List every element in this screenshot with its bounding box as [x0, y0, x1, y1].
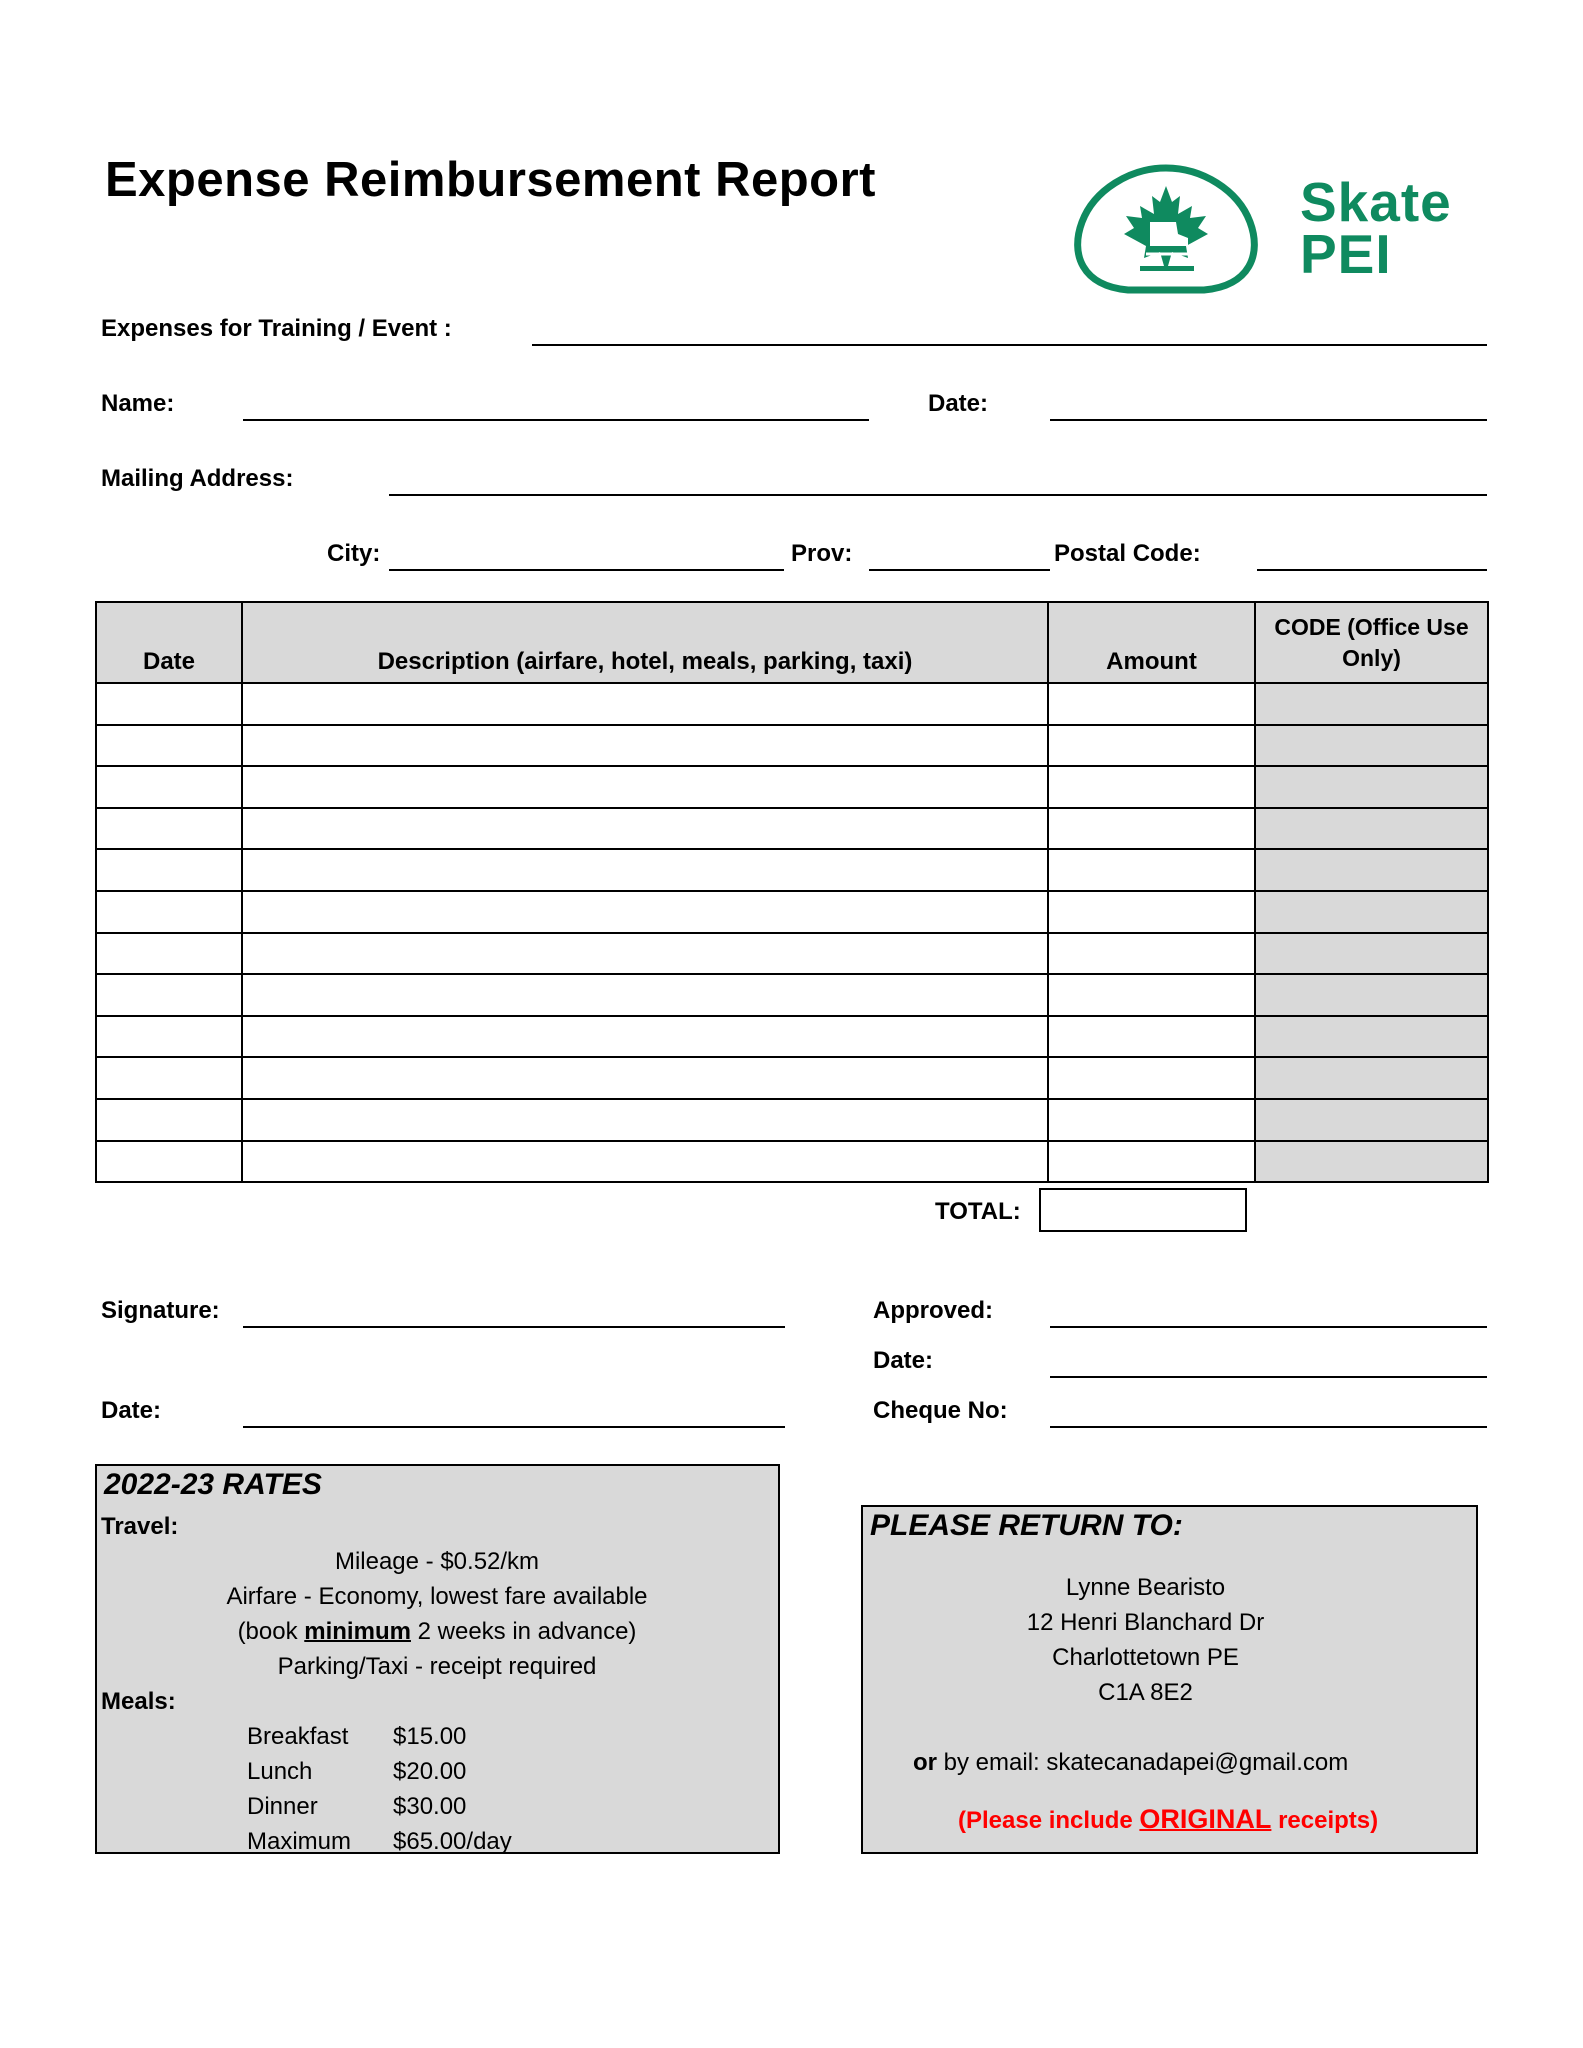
description-cell[interactable]: [242, 891, 1048, 933]
event-label: Expenses for Training / Event :: [101, 315, 452, 342]
description-cell[interactable]: [242, 808, 1048, 850]
description-cell[interactable]: [242, 1016, 1048, 1058]
name-field[interactable]: [243, 419, 869, 421]
amount-cell[interactable]: [1048, 766, 1255, 808]
amount-cell[interactable]: [1048, 1099, 1255, 1141]
amount-cell[interactable]: [1048, 1057, 1255, 1099]
approved-date-field[interactable]: [1050, 1376, 1487, 1378]
code-cell: [1255, 849, 1488, 891]
total-label: TOTAL:: [935, 1198, 1021, 1225]
date-cell[interactable]: [96, 683, 242, 725]
amount-cell[interactable]: [1048, 933, 1255, 975]
booking-note-emphasis: minimum: [304, 1618, 411, 1645]
code-cell: [1255, 808, 1488, 850]
code-cell: [1255, 1016, 1488, 1058]
code-cell: [1255, 1099, 1488, 1141]
meal-name: Lunch: [247, 1758, 313, 1785]
table-header-row: [96, 602, 1488, 683]
code-cell: [1255, 683, 1488, 725]
date-cell[interactable]: [96, 891, 242, 933]
note-pre: (Please include: [958, 1807, 1140, 1834]
column-header-description: Description (airfare, hotel, meals, parking, taxi): [242, 602, 1048, 683]
return-name: Lynne Bearisto: [1065, 1574, 1226, 1601]
table-row: [96, 683, 1488, 725]
booking-note-pre: (book: [237, 1618, 305, 1645]
mailing-address-field[interactable]: [389, 494, 1487, 496]
table-row: [96, 891, 1488, 933]
return-city: Charlottetown PE: [1052, 1644, 1239, 1671]
code-cell: [1255, 1141, 1488, 1183]
airfare-rate: Airfare - Economy, lowest fare available: [226, 1583, 648, 1610]
meal-name: Maximum: [247, 1828, 352, 1855]
prov-label: Prov:: [791, 540, 853, 567]
date-field[interactable]: [1050, 419, 1487, 421]
amount-cell[interactable]: [1048, 974, 1255, 1016]
meal-amount: $65.00/day: [393, 1828, 512, 1855]
date-cell[interactable]: [96, 974, 242, 1016]
email-text: by email: skatecanadapei@gmail.com: [937, 1749, 1349, 1776]
table-row: [96, 1141, 1488, 1183]
postal-code-label: Postal Code:: [1054, 540, 1201, 567]
meal-name: Dinner: [247, 1793, 318, 1820]
description-cell[interactable]: [242, 683, 1048, 725]
logo-wordmark: [1300, 171, 1452, 285]
meal-amount: $20.00: [393, 1758, 467, 1785]
code-cell: [1255, 1057, 1488, 1099]
return-postal: C1A 8E2: [1098, 1679, 1193, 1706]
booking-note-post: 2 weeks in advance): [410, 1618, 637, 1645]
expense-rows: [96, 683, 1488, 1182]
date-cell[interactable]: [96, 1099, 242, 1141]
amount-cell[interactable]: [1048, 683, 1255, 725]
code-cell: [1255, 933, 1488, 975]
original-receipts-note: [958, 1804, 1378, 1835]
page-title: Expense Reimbursement Report: [105, 153, 876, 207]
description-cell[interactable]: [242, 1099, 1048, 1141]
postal-code-field[interactable]: [1257, 569, 1487, 571]
amount-cell[interactable]: [1048, 1141, 1255, 1183]
mileage-rate: Mileage - $0.52/km: [334, 1548, 540, 1575]
note-emphasis: ORIGINAL: [1139, 1804, 1272, 1834]
date-cell[interactable]: [96, 1141, 242, 1183]
prov-field[interactable]: [869, 569, 1050, 571]
amount-cell[interactable]: [1048, 891, 1255, 933]
event-field[interactable]: [532, 344, 1487, 346]
table-row: [96, 766, 1488, 808]
parking-rate: Parking/Taxi - receipt required: [277, 1653, 597, 1680]
skate-pei-logo: [1068, 162, 1264, 296]
name-label: Name:: [101, 390, 175, 417]
approved-field[interactable]: [1050, 1326, 1487, 1328]
signature-date-label: Date:: [101, 1397, 162, 1424]
signature-field[interactable]: [243, 1326, 785, 1328]
table-row: [96, 1099, 1488, 1141]
date-cell[interactable]: [96, 849, 242, 891]
description-cell[interactable]: [242, 849, 1048, 891]
column-header-code: CODE (Office Use Only): [1255, 602, 1488, 683]
table-row: [96, 933, 1488, 975]
booking-note: [97, 1618, 777, 1646]
or-word: or: [913, 1749, 937, 1776]
meal-amount: $15.00: [393, 1723, 467, 1750]
meals-label: Meals:: [101, 1688, 176, 1715]
amount-cell[interactable]: [1048, 1016, 1255, 1058]
rates-title: 2022-23 RATES: [104, 1468, 322, 1501]
approved-date-label: Date:: [873, 1347, 934, 1374]
return-email: [913, 1749, 1348, 1777]
meal-amount: $30.00: [393, 1793, 467, 1820]
code-cell: [1255, 891, 1488, 933]
description-cell[interactable]: [242, 1141, 1048, 1183]
signature-label: Signature:: [101, 1297, 220, 1324]
amount-cell[interactable]: [1048, 808, 1255, 850]
column-header-amount: Amount: [1048, 602, 1255, 683]
table-row: [96, 1057, 1488, 1099]
table-row: [96, 849, 1488, 891]
date-label: Date:: [928, 390, 989, 417]
cheque-no-label: Cheque No:: [873, 1397, 1008, 1424]
date-cell[interactable]: [96, 1057, 242, 1099]
code-cell: [1255, 725, 1488, 767]
date-cell[interactable]: [96, 933, 242, 975]
date-cell[interactable]: [96, 725, 242, 767]
code-cell: [1255, 974, 1488, 1016]
description-cell[interactable]: [242, 974, 1048, 1016]
amount-cell[interactable]: [1048, 725, 1255, 767]
amount-cell[interactable]: [1048, 849, 1255, 891]
description-cell[interactable]: [242, 725, 1048, 767]
travel-label: Travel:: [101, 1513, 179, 1540]
date-cell[interactable]: [96, 1016, 242, 1058]
date-cell[interactable]: [96, 808, 242, 850]
description-cell[interactable]: [242, 766, 1048, 808]
return-street: 12 Henri Blanchard Dr: [1026, 1609, 1265, 1636]
note-post: receipts): [1271, 1807, 1379, 1834]
code-cell: [1255, 766, 1488, 808]
city-field[interactable]: [389, 569, 784, 571]
column-header-date: Date: [96, 602, 242, 683]
table-row: [96, 1016, 1488, 1058]
city-label: City:: [327, 540, 381, 567]
return-to-title: PLEASE RETURN TO:: [870, 1509, 1183, 1542]
table-row: [96, 808, 1488, 850]
logo-line-1: Skate: [1300, 171, 1452, 233]
rates-box: [95, 1464, 780, 1854]
description-cell[interactable]: [242, 933, 1048, 975]
logo-line-2: PEI: [1300, 223, 1392, 285]
expense-table: [95, 601, 1489, 1183]
date-cell[interactable]: [96, 766, 242, 808]
table-row: [96, 974, 1488, 1016]
return-to-box: [861, 1505, 1478, 1854]
description-cell[interactable]: [242, 1057, 1048, 1099]
mailing-address-label: Mailing Address:: [101, 465, 294, 492]
total-field[interactable]: [1039, 1188, 1247, 1232]
table-row: [96, 725, 1488, 767]
cheque-no-field[interactable]: [1050, 1426, 1487, 1428]
approved-label: Approved:: [873, 1297, 993, 1324]
signature-date-field[interactable]: [243, 1426, 785, 1428]
meal-name: Breakfast: [247, 1723, 349, 1750]
